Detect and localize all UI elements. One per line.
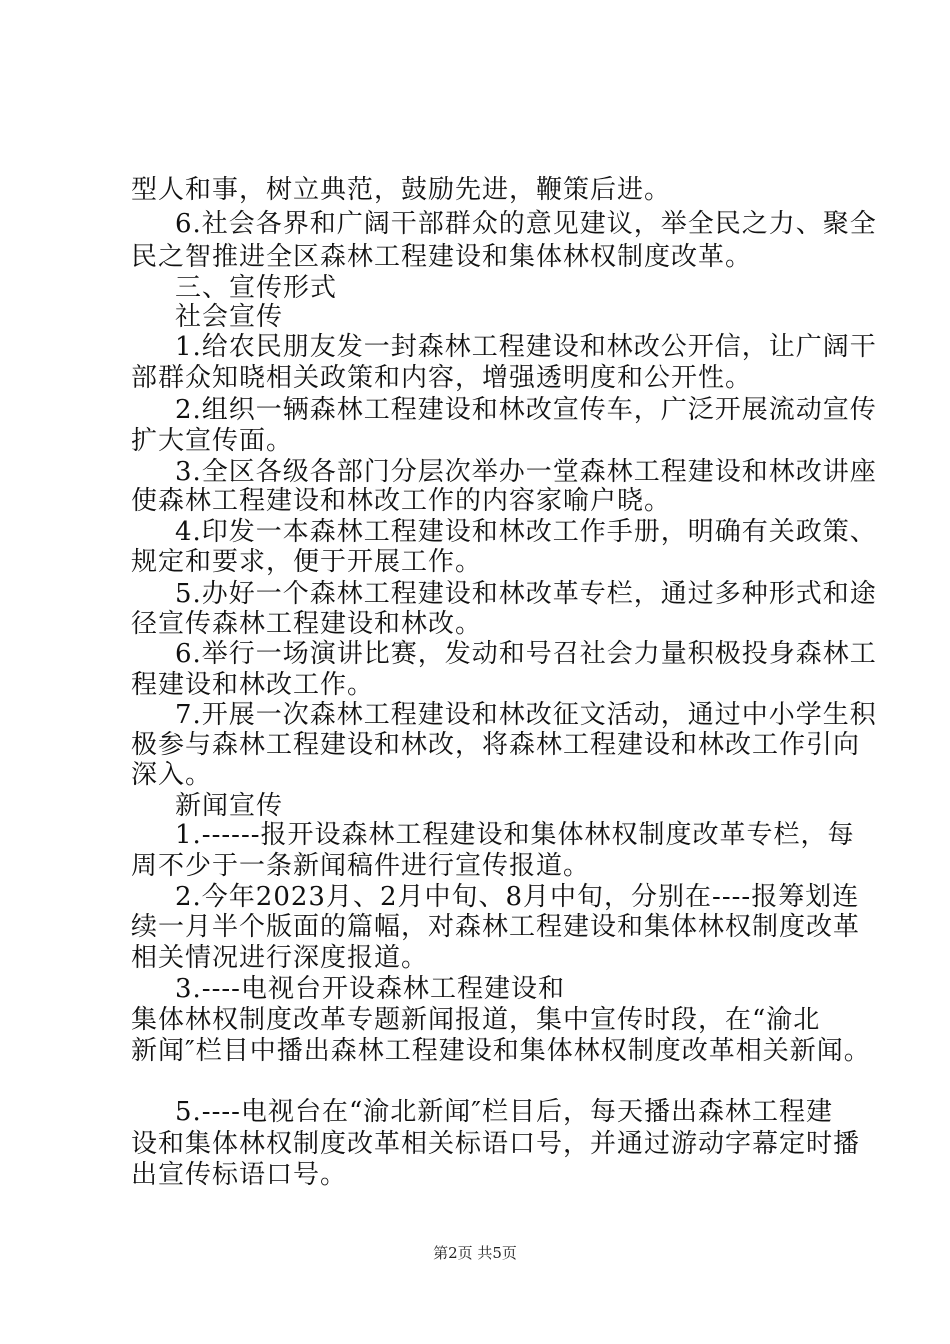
- text-line: 周不少于一条新闻稿件进行宣传报道。: [131, 851, 591, 881]
- text-line: 型人和事，树立典范，鼓励先进，鞭策后进。: [131, 175, 672, 205]
- subsection-heading: 社会宣传: [175, 302, 284, 332]
- text-line: 6.举行一场演讲比赛，发动和号召社会力量积极投身森林工: [175, 639, 877, 669]
- text-line: 部群众知晓相关政策和内容，增强透明度和公开性。: [131, 363, 753, 393]
- text-line: 5.----电视台在“渝北新闻″栏目后，每天播出森林工程建: [175, 1097, 833, 1127]
- text-line: 3.----电视台开设森林工程建设和: [175, 974, 565, 1004]
- text-line: 相关情况进行深度报道。: [131, 943, 429, 973]
- text-line: 扩大宣传面。: [131, 426, 294, 456]
- text-line: 深入。: [131, 760, 213, 790]
- text-line: 续一月半个版面的篇幅，对森林工程建设和集体林权制度改革: [131, 912, 861, 942]
- subsection-heading: 新闻宣传: [175, 791, 284, 821]
- text-line: 径宣传森林工程建设和林改。: [131, 609, 483, 639]
- text-line: 使森林工程建设和林改工作的内容家喻户晓。: [131, 486, 672, 516]
- text-line: 出宣传标语口号。: [131, 1160, 348, 1190]
- text-line: 极参与森林工程建设和林改，将森林工程建设和林改工作引向: [131, 730, 861, 760]
- text-line: 民之智推进全区森林工程建设和集体林权制度改革。: [131, 242, 753, 272]
- text-line: 7.开展一次森林工程建设和林改征文活动，通过中小学生积: [175, 700, 877, 730]
- text-line: 4.印发一本森林工程建设和林改工作手册，明确有关政策、: [175, 517, 877, 547]
- text-line: 设和集体林权制度改革相关标语口号，并通过游动字幕定时播: [131, 1129, 861, 1159]
- text-line: 集体林权制度改革专题新闻报道，集中宣传时段，在“渝北: [131, 1005, 821, 1035]
- text-line: 2.今年2023月、2月中旬、8月中旬，分别在----报筹划连: [175, 882, 860, 912]
- page-number: 第2页 共5页: [433, 1244, 517, 1262]
- text-line: 程建设和林改工作。: [131, 670, 375, 700]
- text-line: 1.给农民朋友发一封森林工程建设和林改公开信，让广阔干: [175, 332, 877, 362]
- text-line: 规定和要求，便于开展工作。: [131, 547, 483, 577]
- text-line: 6.社会各界和广阔干部群众的意见建议，举全民之力、聚全: [175, 209, 877, 239]
- section-heading: 三、宣传形式: [175, 273, 338, 303]
- text-line: 1.------报开设森林工程建设和集体林权制度改革专栏，每: [175, 820, 855, 850]
- text-line: 3.全区各级各部门分层次举办一堂森林工程建设和林改讲座: [175, 457, 877, 487]
- text-line: 2.组织一辆森林工程建设和林改宣传车，广泛开展流动宣传: [175, 395, 877, 425]
- text-line: 新闻″栏目中播出森林工程建设和集体林权制度改革相关新闻。: [131, 1036, 871, 1066]
- text-line: 5.办好一个森林工程建设和林改革专栏，通过多种形式和途: [175, 579, 877, 609]
